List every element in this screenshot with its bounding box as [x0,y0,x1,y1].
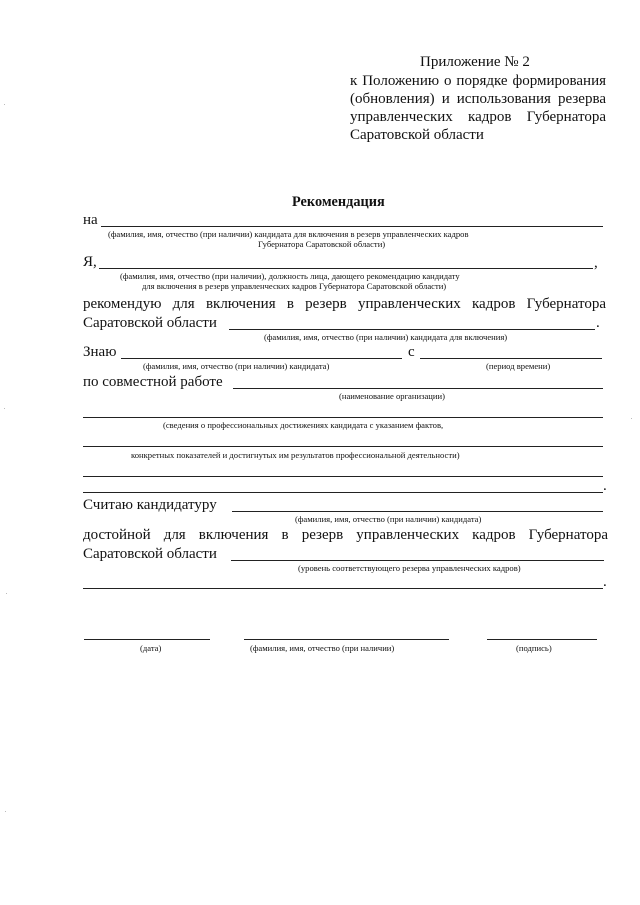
hint-candidate-name-2: (фамилия, имя, отчество (при наличии) кандидата) [295,514,482,524]
candidate-name-field[interactable] [121,358,402,359]
label-know: Знаю [83,344,117,360]
hint-time-period: (период времени) [486,361,551,371]
achievements-field[interactable] [83,417,603,418]
recommend-text: Саратовской области [83,315,217,331]
hint-achievements: (сведения о профессиональных достижениях кандидата с указанием фактов, [163,420,444,430]
hint-fio: (фамилия, имя, отчество (при наличии) [250,643,395,653]
scan-speck [631,418,632,419]
appendix-text-line: (обновления) и использования резерва [350,91,606,107]
period: . [603,574,607,590]
worthy-text: Саратовской области [83,546,217,562]
achievements-field[interactable] [83,446,603,447]
hint-date: (дата) [140,643,162,653]
period: . [603,478,607,494]
hint-candidate-name: (фамилия, имя, отчество (при наличии) кандидата) [143,361,330,371]
scan-speck [4,408,5,409]
reserve-level-field[interactable] [83,588,603,589]
reserve-level-field[interactable] [231,560,604,561]
signature-field[interactable] [487,639,597,640]
worthy-text: достойной для включения в резерв управленческих кадров Губернатора [83,527,608,543]
organization-field[interactable] [233,388,603,389]
label-since: с [408,344,415,360]
hint-recommender: для включения в резерв управленческих кадров Губернатора Саратовской области) [142,281,447,291]
achievements-field[interactable] [83,476,603,477]
achievements-field[interactable] [83,492,603,493]
hint-organization: (наименование организации) [339,391,445,401]
document-title: Рекомендация [292,194,385,210]
recommender-field[interactable] [99,268,593,269]
date-field[interactable] [84,639,210,640]
appendix-text-line: управленческих кадров Губернатора [350,109,606,125]
period: . [596,315,600,331]
appendix-text-line: Саратовской области [350,127,484,143]
appendix-number: Приложение № 2 [420,54,530,70]
comma: , [594,255,598,271]
scan-speck [6,593,7,594]
scan-speck [4,104,5,105]
label-consider: Считаю кандидатуру [83,497,217,513]
time-period-field[interactable] [420,358,602,359]
label-na: на [83,212,98,228]
candidate-field[interactable] [101,226,603,227]
candidate-name-field-2[interactable] [232,511,603,512]
scan-speck [5,811,6,812]
hint-recommender: (фамилия, имя, отчество (при наличии), должность лица, дающего рекомендацию кандидату [120,271,460,281]
hint-candidate: (фамилия, имя, отчество (при наличии) кандидата для включения в резерв управленческих кадров [108,229,469,239]
hint-reserve-level: (уровень соответствующего резерва управленческих кадров) [298,563,521,573]
hint-candidate: Губернатора Саратовской области) [258,239,386,249]
label-ya: Я, [83,254,97,270]
hint-candidate-inclusion: (фамилия, имя, отчество (при наличии) кандидата для включения) [264,332,508,342]
candidate-inclusion-field[interactable] [229,329,595,330]
fio-field[interactable] [244,639,449,640]
appendix-text-line: к Положению о порядке формирования [350,73,606,89]
hint-signature: (подпись) [516,643,552,653]
recommend-text: рекомендую для включения в резерв управленческих кадров Губернатора [83,296,606,312]
label-joint-work: по совместной работе [83,374,223,390]
hint-results: конкретных показателей и достигнутых им результатов профессиональной деятельности) [131,450,460,460]
